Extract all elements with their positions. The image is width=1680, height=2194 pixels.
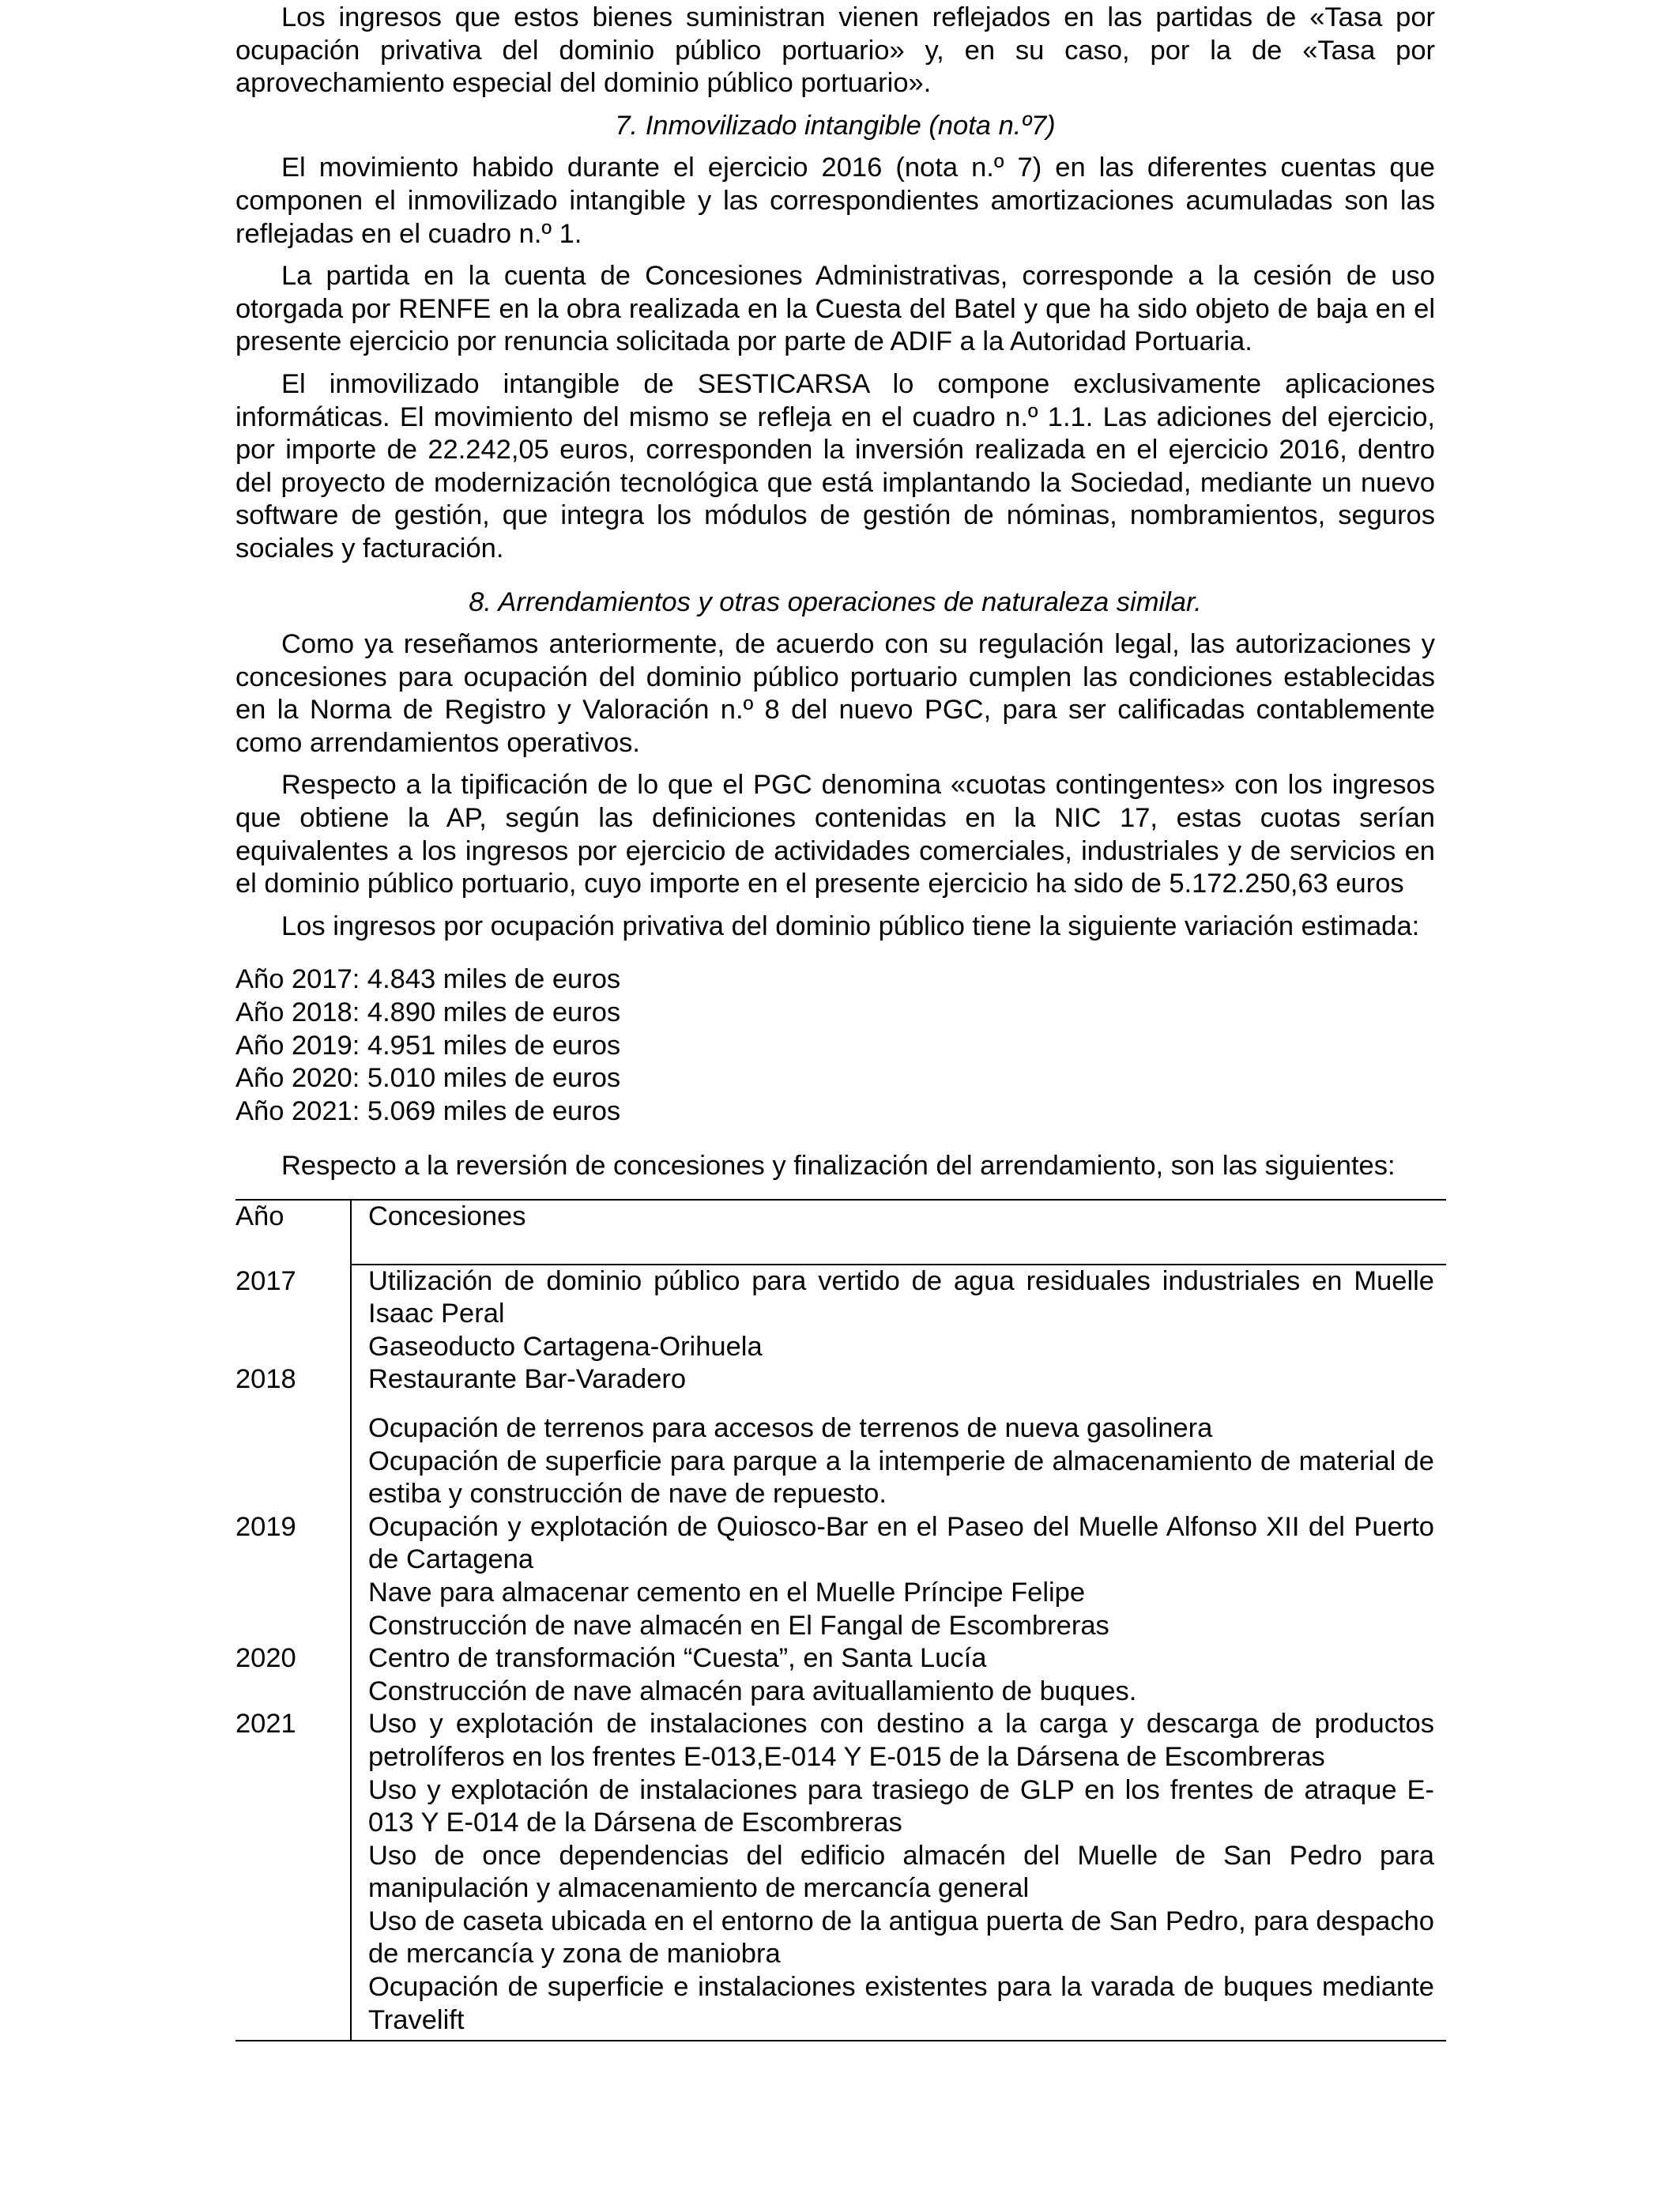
concession-item: Ocupación de terrenos para accesos de terrenos de nueva gasolinera [368,1412,1213,1443]
concession-item: Uso de once dependencias del edificio almacén del Muelle de San Pedro para manipulación y almacenamiento de mercancía general [368,1840,1434,1904]
concession-item: Gaseoducto Cartagena-Orihuela [368,1331,763,1362]
concessions-table [235,1199,1446,2041]
table-bottom-rule [235,2040,1446,2041]
estimate-line: Año 2021: 5.069 miles de euros [235,1095,621,1126]
document-page [235,0,1435,2041]
paragraph-estimated-variation: Los ingresos por ocupación privativa del dominio público tiene la siguiente variación estimada: [281,910,1420,941]
paragraph-concessions-account: La partida en la cuenta de Concesiones Administrativas, corresponde a la cesión de uso otorgada por RENFE en la obra realizada en la Cuesta del Batel y que ha sido objeto de baja en el presente ejercicio por renuncia solicitada por parte de ADIF a la Autoridad Portuaria. [235,261,1435,357]
concession-item: Centro de transformación “Cuesta”, en Santa Lucía [368,1643,987,1674]
estimate-line: Año 2018: 4.890 miles de euros [235,997,621,1028]
concession-item: Utilización de dominio público para vertido de agua residuales industriales en Muelle Isaac Peral [368,1265,1434,1329]
row-concessions [350,1363,1434,1510]
header-concessions: Concesiones [368,1201,526,1231]
paragraph-tasa-income: Los ingresos que estos bienes suministran vienen reflejados en las partidas de «Tasa por ocupación privativa del dominio público portuario» y, en su caso, por la de «Tasa por aprovechamiento especial del dominio público portuario». [235,2,1435,99]
row-year: 2017 [235,1265,296,1296]
concession-item: Construcción de nave almacén en El Fangal de Escombreras [368,1610,1109,1641]
row-year: 2018 [235,1364,296,1395]
table-row [235,1363,1446,1510]
row-concessions [350,1265,1434,1364]
table-row [235,1265,1446,1364]
concession-item: Construcción de nave almacén para avituallamiento de buques. [368,1676,1137,1706]
header-year: Año [235,1201,284,1231]
paragraph-contingent-fees: Respecto a la tipificación de lo que el PGC denomina «cuotas contingentes» con los ingresos que obtiene la AP, según las definiciones contenidas en la NIC 17, estas cuotas serían equivalentes a los ingresos por ejercicio de actividades comerciales, industriales y de servicios en el dominio público portuario, cuyo importe en el presente ejercicio ha sido de 5.172.250,63 euros [235,770,1435,899]
row-year: 2021 [235,1709,296,1740]
paragraph-operating-leases: Como ya reseñamos anteriormente, de acuerdo con su regulación legal, las autorizaciones y concesiones para ocupación del dominio público portuario cumplen las condiciones establecidas en la Norma de Registro y Valoración n.º 8 del nuevo PGC, para ser calificadas contablemente como arrendamientos operativos. [235,629,1435,758]
paragraph-sesticarsa: El inmovilizado intangible de SESTICARSA lo compone exclusivamente aplicaciones informáticas. El movimiento del mismo se refleja en el cuadro n.º 1.1. Las adiciones del ejercicio, por importe de 22.242,05 euros, corresponden la inversión realizada en el ejercicio 2016, dentro del proyecto de modernización tecnológica que está implantando la Sociedad, mediante un nuevo software de gestión, que integra los módulos de gestión de nóminas, nombramientos, seguros sociales y facturación. [235,368,1435,564]
concession-item: Uso de caseta ubicada en el entorno de la antigua puerta de San Pedro, para despacho de mercancía y zona de maniobra [368,1906,1434,1970]
table-column-divider [350,1199,352,2041]
estimates-list [235,963,1435,1128]
paragraph-reversion-intro: Respecto a la reversión de concesiones y finalización del arrendamiento, son las siguientes: [281,1151,1396,1182]
concession-item: Ocupación de superficie para parque a la intemperie de almacenamiento de material de estiba y construcción de nave de repuesto. [368,1446,1434,1510]
table-row [235,1708,1446,2037]
row-year: 2020 [235,1643,296,1674]
section-heading-8: 8. Arrendamientos y otras operaciones de naturaleza similar. [469,586,1202,617]
table-header-row [235,1201,1446,1234]
estimate-line: Año 2019: 4.951 miles de euros [235,1030,621,1061]
section-heading-7: 7. Inmovilizado intangible (nota n.º7) [615,110,1056,141]
paragraph-movement: El movimiento habido durante el ejercicio 2016 (nota n.º 7) en las diferentes cuentas que componen el inmovilizado intangible y las correspondientes amortizaciones acumuladas son las reflejadas en el cuadro n.º 1. [235,153,1435,249]
row-year: 2019 [235,1511,296,1542]
row-concessions [350,1511,1434,1642]
row-concessions [350,1642,1434,1708]
estimate-line: Año 2017: 4.843 miles de euros [235,964,621,995]
row-concessions [350,1708,1434,2037]
estimate-line: Año 2020: 5.010 miles de euros [235,1063,621,1094]
concession-item: Uso y explotación de instalaciones para trasiego de GLP en los frentes de atraque E-013 Y E-014 de la Dársena de Escombreras [368,1774,1434,1838]
concession-item: Nave para almacenar cemento en el Muelle Príncipe Felipe [368,1577,1086,1608]
table-row [235,1642,1446,1708]
concession-item: Restaurante Bar-Varadero [368,1364,687,1395]
concession-item: Uso y explotación de instalaciones con destino a la carga y descarga de productos petrolíferos en los frentes E-013,E-014 Y E-015 de la Dársena de Escombreras [368,1709,1434,1772]
concession-item: Ocupación y explotación de Quiosco-Bar en el Paseo del Muelle Alfonso XII del Puerto de Cartagena [368,1511,1434,1575]
table-row [235,1511,1446,1642]
concession-item: Ocupación de superficie e instalaciones existentes para la varada de buques mediante Travelift [368,1972,1434,2035]
